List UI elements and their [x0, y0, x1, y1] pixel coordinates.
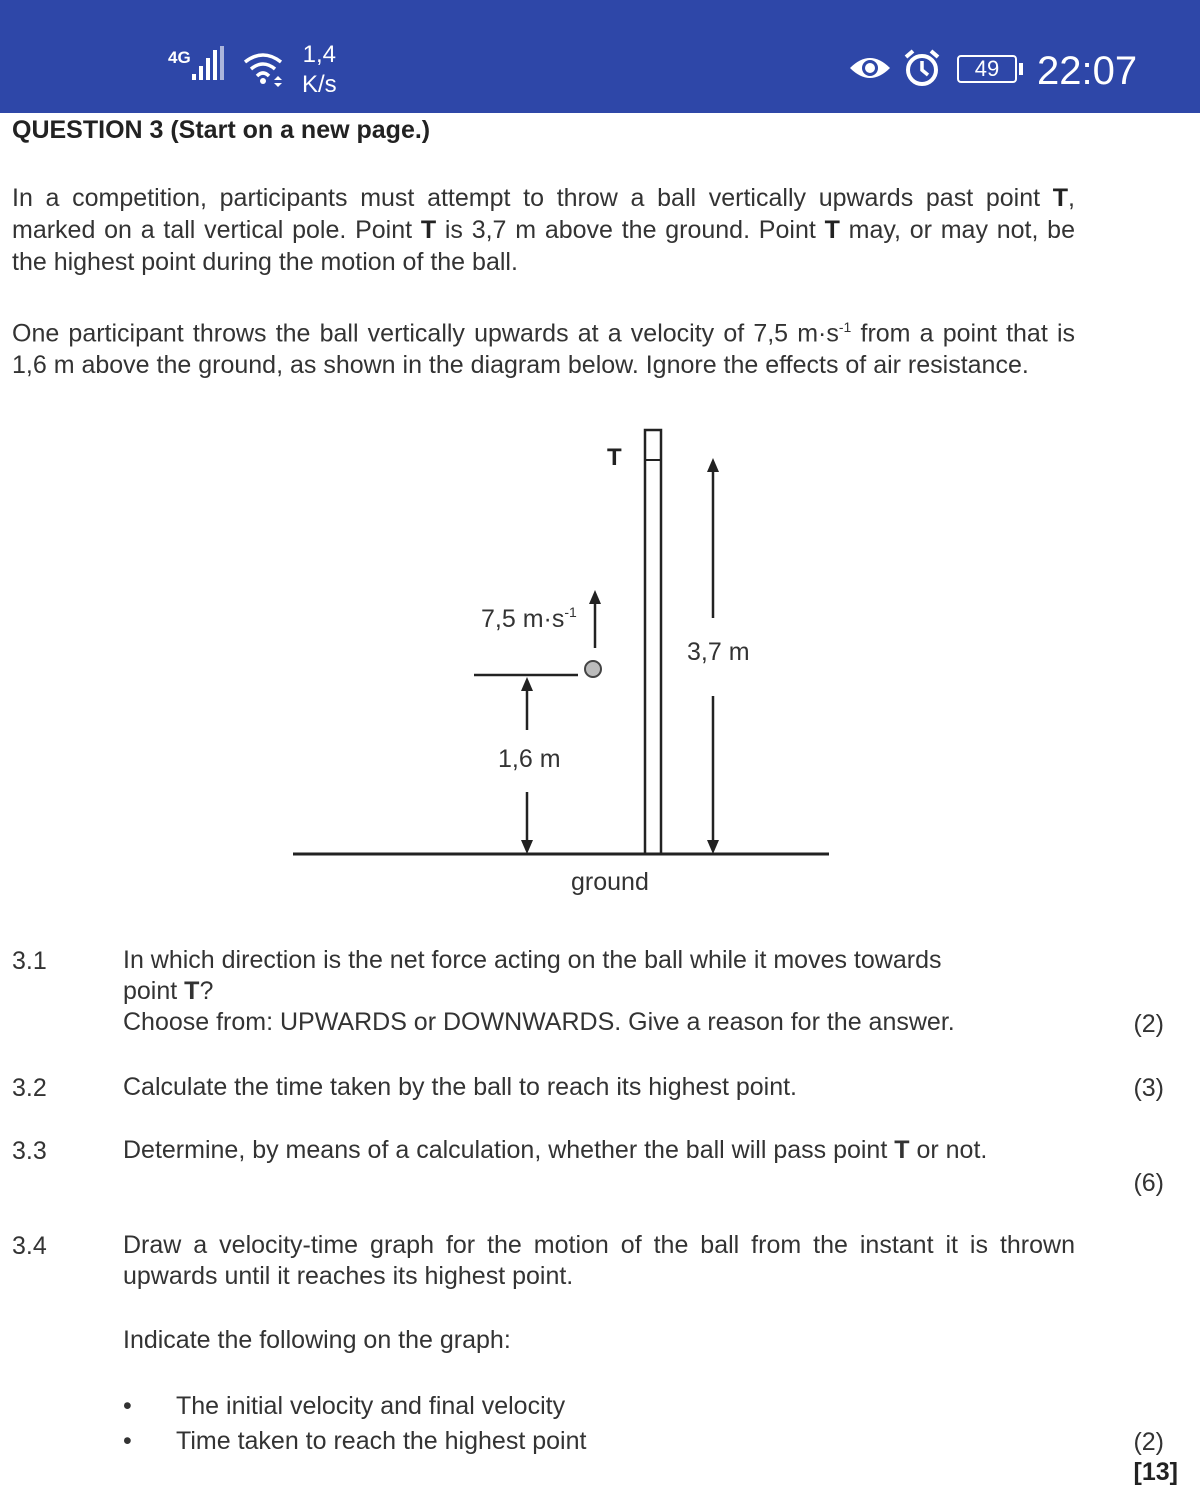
ball [585, 661, 601, 677]
question-3-4-bullets [123, 1389, 586, 1459]
question-3-2-text: Calculate the time taken by the ball to reach its highest point. [123, 1073, 797, 1101]
question-3-4-marks: (2) [1133, 1428, 1164, 1456]
point-t-label: T [607, 444, 622, 471]
network-speed [302, 40, 337, 100]
list-item: • Time taken to reach the highest point [123, 1424, 586, 1459]
list-item: • The initial velocity and final velocity [123, 1389, 586, 1424]
speed-unit: K/s [302, 71, 337, 98]
speed-value: 1,4 [302, 41, 337, 68]
clock: 22:07 [1037, 49, 1138, 93]
signal-icon [168, 44, 230, 88]
alarm-icon [902, 48, 942, 88]
release-height-label: 1,6 m [498, 745, 561, 773]
intro-paragraph-1: In a competition, participants must attempt to throw a ball vertically upwards past point T, marked on a tall vertical pole. Point T is 3,7 m above the ground. Point T may, or may not, be the highest point during the motion of the ball. [12, 184, 1075, 276]
question-total-marks: [13] [1133, 1458, 1178, 1486]
status-bar [0, 0, 1200, 113]
question-3-3-number: 3.3 [12, 1137, 47, 1165]
pole-height-label: 3,7 m [687, 638, 750, 666]
ground-label: ground [571, 868, 649, 896]
pole-height-arrowhead-up [707, 458, 719, 472]
question-3-4-number: 3.4 [12, 1232, 47, 1260]
question-3-4-indicate: Indicate the following on the graph: [123, 1326, 511, 1354]
battery-tip [1019, 63, 1023, 75]
question-3-3-marks: (6) [1133, 1169, 1164, 1197]
question-3-1-line2: point T? [123, 977, 214, 1005]
question-3-1-text [123, 945, 1075, 1038]
velocity-label: 7,5 $m\cdot s^{-1}$ [481, 604, 577, 633]
question-3-1-marks: (2) [1133, 1010, 1164, 1038]
network-type: 4G [168, 48, 191, 67]
question-3-1-number: 3.1 [12, 947, 47, 975]
question-3-2-marks: (3) [1133, 1074, 1164, 1102]
release-height-arrowhead-down [521, 840, 533, 854]
question-3-1-line3: Choose from: UPWARDS or DOWNWARDS. Give a reason for the answer. [123, 1008, 955, 1036]
velocity-arrowhead [589, 590, 601, 604]
intro-paragraph-2: One participant throws the ball vertically upwards at a velocity of 7,5 $m\cdot s^{-1}$ from a point that is 1,6 m above the ground, as shown in the diagram below. Ignore the effects of air resistance. [12, 319, 1075, 380]
question-3-1-line1: In which direction is the net force acting on the ball while it moves towards [123, 946, 942, 974]
question-3-4-text: Draw a velocity-time graph for the motion of the ball from the instant it is thrown upwards until it reaches its highest point. [123, 1231, 1075, 1290]
question-3-2-number: 3.2 [12, 1074, 47, 1102]
battery-icon: 49 [957, 55, 1017, 83]
wifi-icon [242, 50, 288, 88]
pole-height-arrowhead-down [707, 840, 719, 854]
diagram [0, 420, 1200, 910]
pole [645, 430, 661, 854]
eye-icon [848, 52, 892, 84]
question-title: QUESTION 3 (Start on a new page.) [12, 116, 431, 144]
question-3-3-text: Determine, by means of a calculation, whether the ball will pass point T or not. [123, 1136, 988, 1164]
